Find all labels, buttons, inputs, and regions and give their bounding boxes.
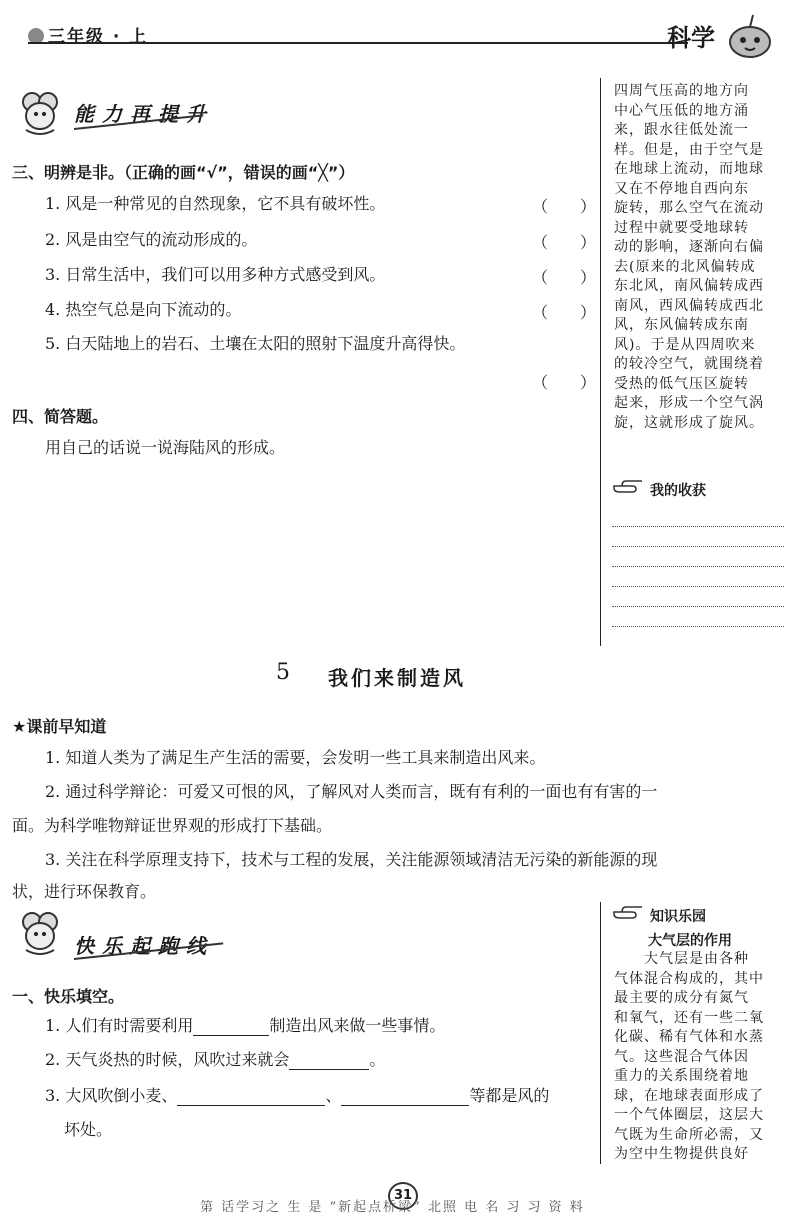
- note-line[interactable]: [612, 526, 784, 527]
- sidebar-line: 为空中生物提供良好: [614, 1146, 749, 1162]
- page-number: 31: [388, 1182, 418, 1210]
- answer-paren-1[interactable]: （ ）: [532, 197, 597, 216]
- sidebar-line: 四周气压高的地方向: [614, 83, 749, 99]
- subject-label: 科学: [667, 24, 715, 52]
- answer-paren-5[interactable]: （ ）: [532, 373, 597, 392]
- knowledge-text: [614, 950, 786, 1165]
- q3-item-2: 2. 风是由空气的流动形成的。: [45, 230, 258, 249]
- sidebar-line: 和氧气，还有一些二氧: [614, 1009, 764, 1026]
- fill-item-2: 2. 天气炎热的时候，风吹过来就会 。: [45, 1050, 386, 1069]
- pre-item-3-cont: 状，进行环保教育。: [12, 882, 157, 901]
- note-line[interactable]: [612, 606, 784, 607]
- answer-paren-3[interactable]: （ ）: [532, 268, 597, 287]
- sidebar-line: 样。但是，由于空气是: [614, 141, 764, 158]
- sidebar-line: 大气层是由各种: [614, 951, 749, 967]
- fill-item-3-cont: 坏处。: [64, 1120, 113, 1139]
- sidebar-line: 又在不停地自西向东: [614, 180, 749, 197]
- sidebar-line: 风，东风偏转成东南: [614, 317, 749, 333]
- q3-item-1: 1. 风是一种常见的自然现象，它不具有破坏性。: [45, 194, 386, 213]
- q3-item-3: 3. 日常生活中，我们可以用多种方式感受到风。: [45, 265, 386, 284]
- note-line[interactable]: [612, 546, 784, 547]
- note-line[interactable]: [612, 566, 784, 567]
- pre-item-3: 3. 关注在科学原理支持下，技术与工程的发展，关注能源领域清洁无污染的新能源的现: [45, 850, 658, 869]
- sidebar-line: 东北风，南风偏转成西: [614, 278, 764, 294]
- sidebar-line: 气既为生命所必需，又: [614, 1126, 764, 1143]
- sidebar-line: 动的影响，逐渐向右偏: [614, 239, 764, 255]
- q4-prompt: 用自己的话说一说海陆风的形成。: [45, 438, 286, 457]
- mouse-mascot-icon: [12, 906, 68, 958]
- sidebar-line: 南风，西风偏转成西北: [614, 297, 764, 314]
- fill-blank[interactable]: [177, 1087, 325, 1106]
- fill-item-1: 1. 人们有时需要利用 制造出风来做一些事情。: [45, 1016, 446, 1035]
- note-line[interactable]: [612, 586, 784, 587]
- pointing-hand-icon: [612, 478, 646, 498]
- sidebar-text: [614, 82, 786, 433]
- sidebar-line: 中心气压低的地方涌: [614, 102, 749, 119]
- sidebar-line: 起来，形成一个空气涡: [614, 395, 764, 411]
- lesson-number: 5: [276, 660, 290, 685]
- sidebar-line: 过程中就要受地球转: [614, 219, 749, 236]
- sidebar-line: 气。这些混合气体因: [614, 1048, 749, 1065]
- pointing-hand-icon: [612, 904, 646, 924]
- sidebar-line: 最主要的成分有氮气: [614, 990, 749, 1006]
- sidebar-line: 来，跟水往低处流一: [614, 122, 749, 138]
- fill-blank[interactable]: [193, 1017, 269, 1036]
- mascot-icon: [725, 12, 775, 60]
- knowledge-title: 大气层的作用: [648, 933, 732, 949]
- q3-title: 三、明辨是非。（正确的画“√”，错误的画“╳”）: [12, 163, 355, 182]
- pre-knowledge-title: ★课前早知道: [12, 717, 107, 736]
- q1-title: 一、快乐填空。: [12, 987, 125, 1006]
- sidebar-line: 旋，这就形成了旋风。: [614, 414, 764, 431]
- answer-paren-4[interactable]: （ ）: [532, 303, 597, 322]
- harvest-label: 我的收获: [650, 483, 706, 499]
- note-line[interactable]: [612, 626, 784, 627]
- sidebar-line: 受热的低气压区旋转: [614, 375, 749, 392]
- q4-title: 四、简答题。: [12, 407, 109, 426]
- section-badge-ability: 能力再提升: [74, 102, 214, 126]
- answer-paren-2[interactable]: （ ）: [532, 233, 597, 252]
- pre-item-2: 2. 通过科学辩论：可爱又可恨的风，了解风对人类而言，既有有利的一面也有有害的一: [45, 782, 658, 801]
- pre-item-1: 1. 知道人类为了满足生产生活的需要，会发明一些工具来制造出风来。: [45, 748, 546, 767]
- knowledge-label: 知识乐园: [650, 909, 706, 925]
- sidebar-line: 化碳、稀有气体和水蒸: [614, 1029, 764, 1045]
- sidebar-line: 一个气体圈层，这层大: [614, 1107, 764, 1123]
- header-rule: [28, 42, 688, 44]
- pre-item-2-cont: 面。为科学唯物辩证世界观的形成打下基础。: [12, 816, 333, 835]
- footer-text: 第 话学习之 生 是 “新起点桥梁” 北照 电 名 习 习 资 料: [200, 1200, 585, 1215]
- section-badge-start: 快乐起跑线: [74, 934, 214, 958]
- sidebar-line: 重力的关系围绕着地: [614, 1068, 749, 1084]
- q3-item-5: 5. 白天陆地上的岩石、土壤在太阳的照射下温度升高得快。: [45, 334, 466, 353]
- sidebar-line: 风)。于是从四周吹来: [614, 336, 756, 353]
- q3-item-4: 4. 热空气总是向下流动的。: [45, 300, 242, 319]
- fill-blank[interactable]: [289, 1051, 369, 1070]
- sidebar-line: 旋转，那么空气在流动: [614, 200, 764, 216]
- lesson-title: 我们来制造风: [328, 666, 466, 690]
- sidebar-line: 球，在地球表面形成了: [614, 1087, 764, 1104]
- sidebar-line: 气体混合构成的，其中: [614, 970, 764, 987]
- sidebar-line: 去(原来的北风偏转成: [614, 258, 756, 275]
- fill-blank[interactable]: [341, 1087, 469, 1106]
- fill-item-3: 3. 大风吹倒小麦、 、 等都是风的: [45, 1086, 550, 1105]
- sidebar-line: 的较冷空气，就围绕着: [614, 356, 764, 372]
- sidebar-divider: [600, 78, 601, 646]
- grade-label: 三年级 · 上: [28, 22, 148, 47]
- sidebar-line: 在地球上流动，而地球: [614, 161, 764, 177]
- mouse-mascot-icon: [12, 86, 68, 138]
- sidebar-divider: [600, 902, 601, 1164]
